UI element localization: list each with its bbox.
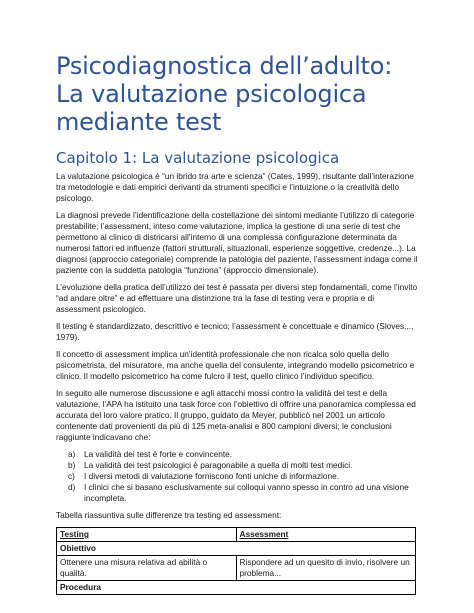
list-item [68,471,418,482]
table-cell: Rispondere ad un quesito di invio, risolvere un problema... [236,556,416,581]
document-title: Psicodiagnostica dell’adulto: La valutazione psicologica mediante test [56,52,393,136]
table-caption: Tabella riassuntiva sulle differenze tra testing ed assessment: [56,510,282,520]
list-marker: b) [68,460,76,470]
list-item-text: La validità dei test è forte e convincente. [84,449,233,459]
list-item [68,449,418,460]
paragraph: L’evoluzione della pratica dell’utilizzo dei test è passata per diversi step fondamentali, come l’invito “ad andare oltre” e ad effettuare una distinzione tra la fase di testing vera e propria e di assessment psicologico. [56,282,418,314]
paragraph: La diagnosi prevede l’identificazione della costellazione dei sintomi mediante l’utilizzo di categorie prestabilite; l’assessment, inteso come valutazione, implica la gestione di una serie di test che permettono al clinico di districarsi all’interno di una complessa configurazione determinata da numerosi fattori ed influenze (fattori strutturali, situazionali, esperienze soggettive, credenze...). La diagnosi (approccio categoriale) comprende la patologia del paziente, l’assessment indaga come il paziente con la suddetta patologia “funziona” (approccio dimensionale). [56,210,418,275]
list-item [68,482,418,504]
paragraph: La valutazione psicologica è “un ibrido tra arte e scienza” (Cates, 1999), risultante dall’interazione tra metodologie e dati empirici derivanti da strumenti specifici e l’intuizione o la creatività dello psicologo. [56,171,414,203]
paragraph: Il testing è standardizzato, descrittivo e tecnico; l’assessment è concettuale e dinamico (Sloves..., 1979). [56,321,414,342]
list-item-text: I clinici che si basano esclusivamente sui colloqui vanno spesso in contro ad una visione incompleta. [84,482,409,503]
table-section-row [57,581,416,595]
comparison-table [56,527,416,595]
list-item-text: La validità dei test psicologici è paragonabile a quella di molti test medici. [84,460,353,470]
list-item-text: I diversi metodi di valutazione forniscono fonti uniche di informazione. [84,471,340,481]
table-row [57,556,416,581]
list-marker: a) [68,449,76,459]
table-section-obiettivo: Obiettivo [57,542,416,556]
list-item [68,460,418,471]
table-cell: Ottenere una misura relativa ad abilità o qualità. [57,556,237,581]
list-marker: c) [68,471,75,481]
table-header-row [57,528,416,542]
table-section-row [57,542,416,556]
paragraph: Il concetto di assessment implica un’identità professionale che non ricalca solo quella dello psicometrista, del misuratore, ma anche quella del consulente, integrando modello psicometrico e clinico. Il modello psicometrico ha come fulcro il test, quello clinico l’individuo specifico. [56,349,415,381]
table-header-assessment: Assessment [236,528,416,542]
list-marker: d) [68,482,76,492]
chapter-heading: Capitolo 1: La valutazione psicologica [56,149,340,167]
table-section-procedura: Procedura [57,581,416,595]
conclusions-list [56,449,418,504]
table-header-testing: Testing [57,528,237,542]
paragraph: In seguito alle numerose discussione e agli attacchi mossi contro la validità dei test e della valutazione, l’APA ha istituito una task force con l’obiettivo di offrire una panoramica complessa ed accurata del loro valore pratico. Il gruppo, guidato da Meyer, pubblicò nel 2001 un articolo contenente dati provenienti da più di 125 meta-analisi e 800 campioni diversi; le conclusioni raggiunte indicavano che: [56,388,416,442]
